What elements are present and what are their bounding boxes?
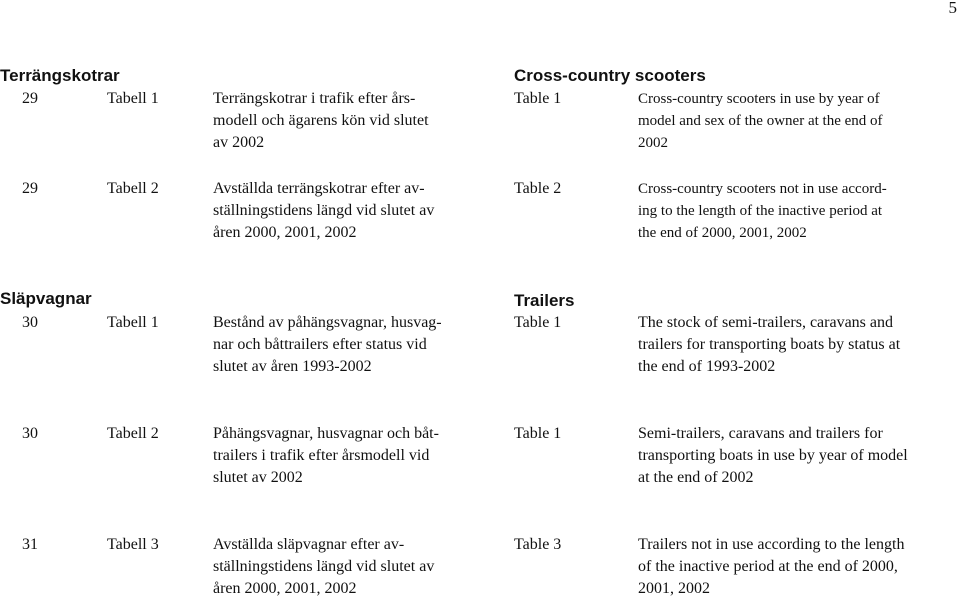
sv-description: Avställda släpvagnar efter av- ställningstidens längd vid slutet av åren 2000, 2001, 2002	[213, 536, 435, 597]
sv-table-label: Tabell 1	[107, 90, 159, 107]
section-heading-sv: Terrängskotrar	[0, 66, 120, 85]
row-number: 30	[22, 425, 38, 442]
row-number: 30	[22, 314, 38, 331]
sv-description: Påhängsvagnar, husvagnar och båt- trailers i trafik efter årsmodell vid slutet av 2002	[213, 425, 439, 486]
sv-description: Terrängskotrar i trafik efter års- modell och ägarens kön vid slutet av 2002	[213, 90, 429, 151]
section-heading-en: Trailers	[514, 291, 575, 310]
en-description: Cross-country scooters in use by year of model and sex of the owner at the end of 2002	[638, 91, 883, 151]
row-number: 31	[22, 536, 38, 553]
sv-table-label: Tabell 1	[107, 314, 159, 331]
sv-description: Bestånd av påhängsvagnar, husvag- nar och båttrailers efter status vid slutet av åren 1993-2002	[213, 314, 442, 375]
en-table-label: Table 1	[514, 314, 562, 331]
en-table-label: Table 1	[514, 90, 562, 107]
row-number: 29	[22, 90, 38, 107]
en-description: Trailers not in use according to the length of the inactive period at the end of 2000, 2001, 2002	[638, 536, 905, 597]
en-description: Cross-country scooters not in use accord- ing to the length of the inactive period at the end of 2000, 2001, 2002	[638, 181, 887, 241]
section-heading-en: Cross-country scooters	[514, 66, 706, 85]
sv-description: Avställda terrängskotrar efter av- ställningstidens längd vid slutet av åren 2000, 2001, 2002	[213, 180, 435, 241]
en-table-label: Table 3	[514, 536, 562, 553]
page-number: 5	[948, 0, 957, 17]
en-description: Semi-trailers, caravans and trailers for transporting boats in use by year of model at the end of 2002	[638, 425, 908, 486]
section-heading-sv: Släpvagnar	[0, 289, 92, 308]
en-description: The stock of semi-trailers, caravans and trailers for transporting boats by status at the end of 1993-2002	[638, 314, 901, 375]
sv-table-label: Tabell 2	[107, 180, 159, 197]
row-number: 29	[22, 180, 38, 197]
sv-table-label: Tabell 3	[107, 536, 159, 553]
sv-table-label: Tabell 2	[107, 425, 159, 442]
en-table-label: Table 1	[514, 425, 562, 442]
en-table-label: Table 2	[514, 180, 562, 197]
